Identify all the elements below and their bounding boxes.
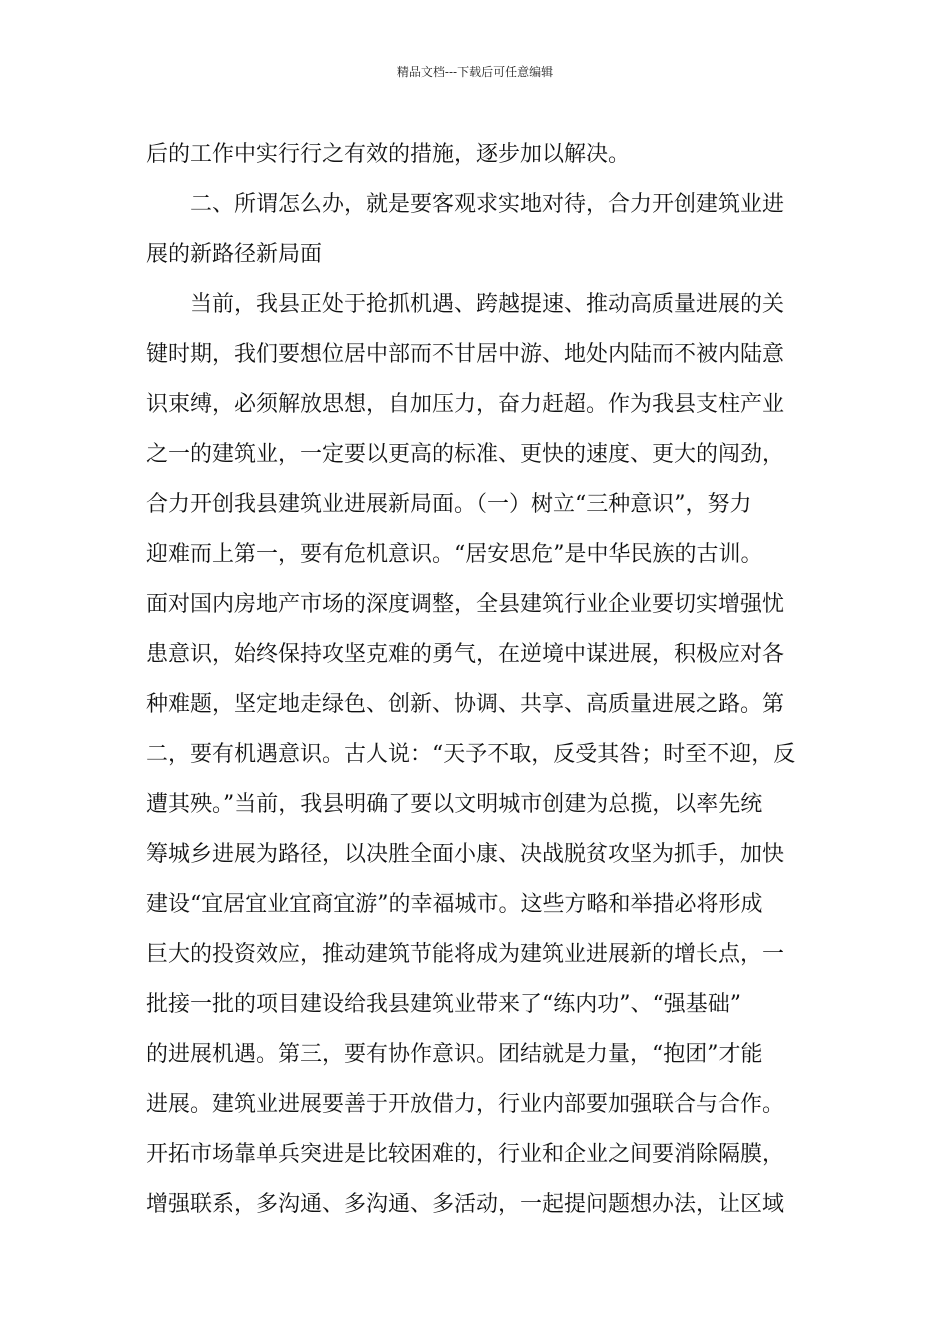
text-line: 患意识，始终保持攻坚克难的勇气，在逆境中谋进展，积极应对各 xyxy=(146,642,785,667)
text-line: 建设“宜居宜业宜商宜游”的幸福城市。这些方略和举措必将形成 xyxy=(146,892,763,917)
text-line: 开拓市场靠单兵突进是比较困难的，行业和企业之间要消除隔膜， xyxy=(146,1142,785,1167)
paragraph-first-line: 当前，我县正处于抢抓机遇、跨越提速、推动高质量进展的关 xyxy=(190,292,785,317)
text-line: 种难题，坚定地走绿色、创新、协调、共享、高质量进展之路。第 xyxy=(146,692,785,717)
text-line: 批接一批的项目建设给我县建筑业带来了“练内功”、“强基础” xyxy=(146,992,741,1017)
text-line: 二，要有机遇意识。古人说：“天予不取，反受其咎；时至不迎，反 xyxy=(146,742,796,767)
text-line: 遭其殃。”当前，我县明确了要以文明城市创建为总揽，以率先统 xyxy=(146,792,763,817)
text-line: 的进展机遇。第三，要有协作意识。团结就是力量，“抱团”才能 xyxy=(146,1042,763,1067)
text-line: 之一的建筑业，一定要以更高的标准、更快的速度、更大的闯劲， xyxy=(146,442,785,467)
text-line: 增强联系，多沟通、多沟通、多活动，一起提问题想办法，让区域 xyxy=(146,1192,785,1217)
text-line: 面对国内房地产市场的深度调整，全县建筑行业企业要切实增强忧 xyxy=(146,592,785,617)
text-line: 识束缚，必须解放思想，自加压力，奋力赶超。作为我县支柱产业 xyxy=(146,392,785,417)
text-line: 后的工作中实行行之有效的措施，逐步加以解决。 xyxy=(146,142,631,167)
text-line: 键时期，我们要想位居中部而不甘居中游、地处内陆而不被内陆意 xyxy=(146,342,785,367)
section-heading-line: 二、所谓怎么办，就是要客观求实地对待，合力开创建筑业进 xyxy=(190,192,785,217)
text-line: 巨大的投资效应，推动建筑节能将成为建筑业进展新的增长点，一 xyxy=(146,942,785,967)
section-heading-line: 展的新路径新局面 xyxy=(146,242,323,267)
text-line: 合力开创我县建筑业进展新局面。（一）树立“三种意识”，努力 xyxy=(146,492,752,517)
text-line: 进展。建筑业进展要善于开放借力，行业内部要加强联合与合作。 xyxy=(146,1092,785,1117)
text-line: 筹城乡进展为路径，以决胜全面小康、决战脱贫攻坚为抓手，加快 xyxy=(146,842,785,867)
document-body xyxy=(146,130,806,1230)
page-header: 精品文档---下载后可任意编辑 xyxy=(396,65,554,79)
text-line: 迎难而上第一，要有危机意识。“居安思危”是中华民族的古训。 xyxy=(146,542,763,567)
